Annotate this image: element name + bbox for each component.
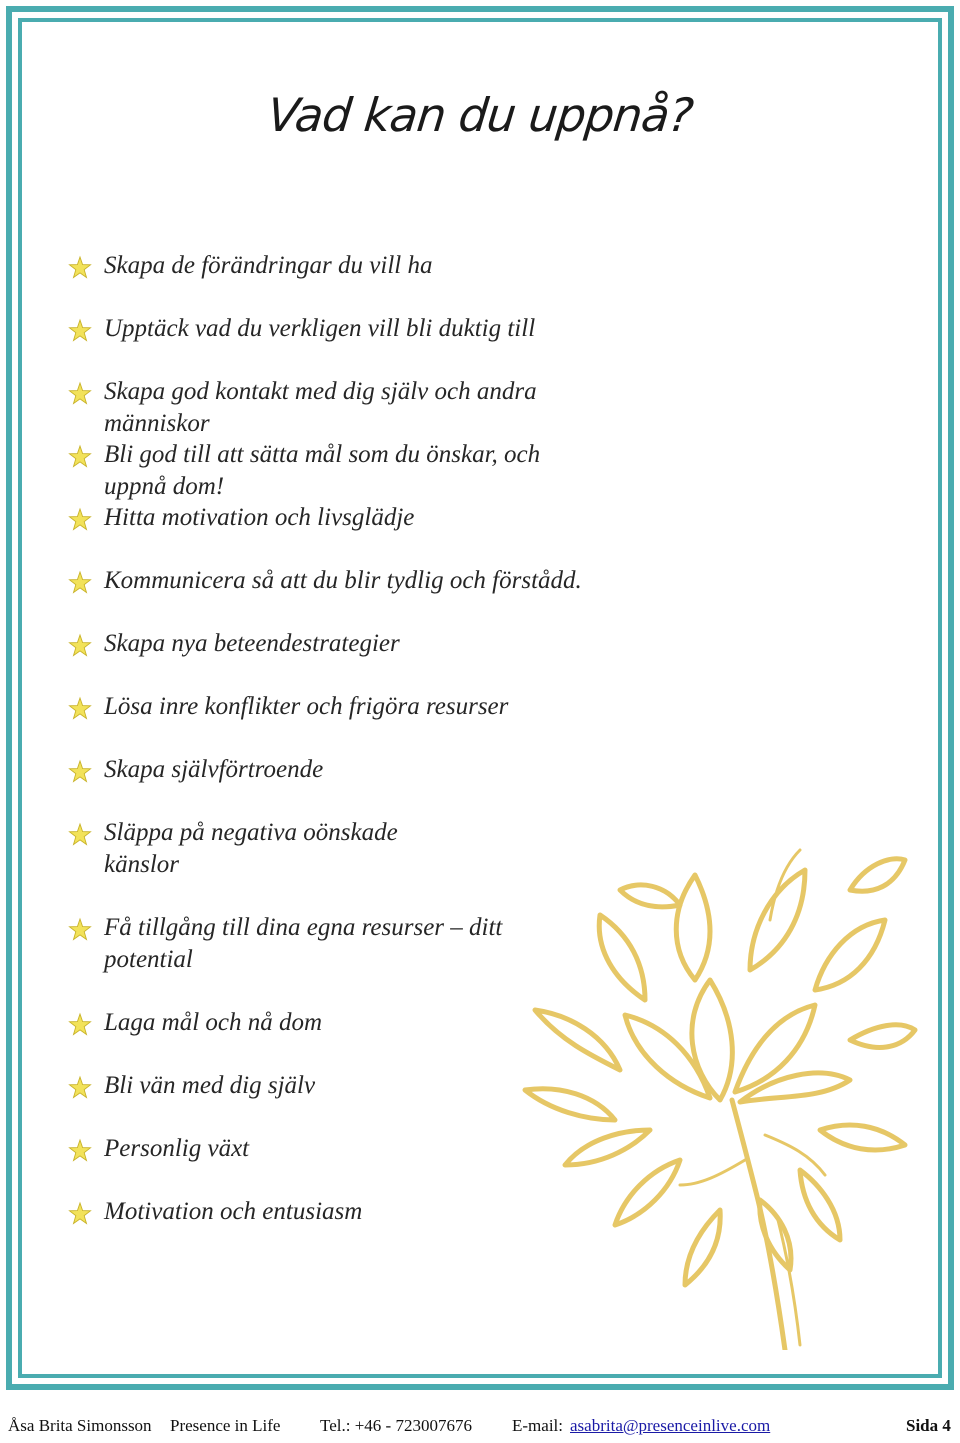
star-icon: [66, 506, 94, 534]
footer-email-label: E-mail:: [512, 1416, 563, 1435]
list-item: [66, 754, 586, 786]
footer-email-link[interactable]: asabrita@presenceinlive.com: [570, 1416, 771, 1435]
list-item: [66, 628, 586, 660]
star-icon: [66, 695, 94, 723]
page-footer: [0, 1416, 960, 1440]
star-icon: [66, 916, 94, 944]
list-item: [66, 376, 586, 437]
footer-company: Presence in Life: [170, 1416, 281, 1435]
list-item: [66, 691, 586, 723]
list-item: [66, 1133, 586, 1165]
star-icon: [66, 254, 94, 282]
list-item: [66, 250, 586, 282]
list-item-text: Skapa god kontakt med dig själv och andra människor: [104, 378, 537, 437]
list-item-text: Hitta motivation och livsglädje: [104, 504, 415, 531]
star-icon: [66, 1011, 94, 1039]
star-icon: [66, 380, 94, 408]
list-item-text: Skapa nya beteendestrategier: [104, 630, 400, 657]
star-icon: [66, 632, 94, 660]
list-item: [66, 912, 524, 976]
list-item-text: Upptäck vad du verkligen vill bli duktig till: [104, 315, 536, 342]
list-item-text: Kommunicera så att du blir tydlig och förstådd.: [104, 567, 582, 594]
list-item: [66, 1070, 586, 1102]
star-icon: [66, 317, 94, 345]
list-item: [66, 1007, 586, 1039]
list-item-text: Släppa på negativa oönskade känslor: [104, 819, 398, 878]
benefits-list: [66, 250, 586, 1228]
list-item: [66, 817, 464, 881]
list-item-text: Lösa inre konflikter och frigöra resurser: [104, 693, 509, 720]
list-item: [66, 502, 586, 534]
lotus-flower-illustration: [520, 830, 920, 1350]
footer-phone: Tel.: +46 - 723007676: [320, 1416, 472, 1435]
star-icon: [66, 1074, 94, 1102]
star-icon: [66, 443, 94, 471]
star-icon: [66, 569, 94, 597]
list-item: [66, 439, 586, 500]
list-item: [66, 565, 586, 597]
list-item-text: Få tillgång till dina egna resurser – ditt potential: [104, 914, 503, 973]
star-icon: [66, 758, 94, 786]
star-icon: [66, 1137, 94, 1165]
page-title: Vad kan du uppnå?: [264, 88, 696, 142]
list-item-text: Motivation och entusiasm: [104, 1198, 363, 1225]
footer-page-number: Sida 4: [906, 1416, 951, 1435]
list-item-text: Skapa de förändringar du vill ha: [104, 252, 433, 279]
list-item: [66, 313, 586, 345]
list-item-text: Laga mål och nå dom: [104, 1009, 323, 1036]
list-item-text: Personlig växt: [104, 1135, 250, 1162]
list-item-text: Bli vän med dig själv: [104, 1072, 316, 1099]
list-item-text: Skapa självförtroende: [104, 756, 324, 783]
list-item: [66, 1196, 586, 1228]
list-item-text: Bli god till att sätta mål som du önskar, och uppnå dom!: [104, 441, 541, 500]
star-icon: [66, 1200, 94, 1228]
footer-author: Åsa Brita Simonsson: [8, 1416, 152, 1435]
star-icon: [66, 821, 94, 849]
